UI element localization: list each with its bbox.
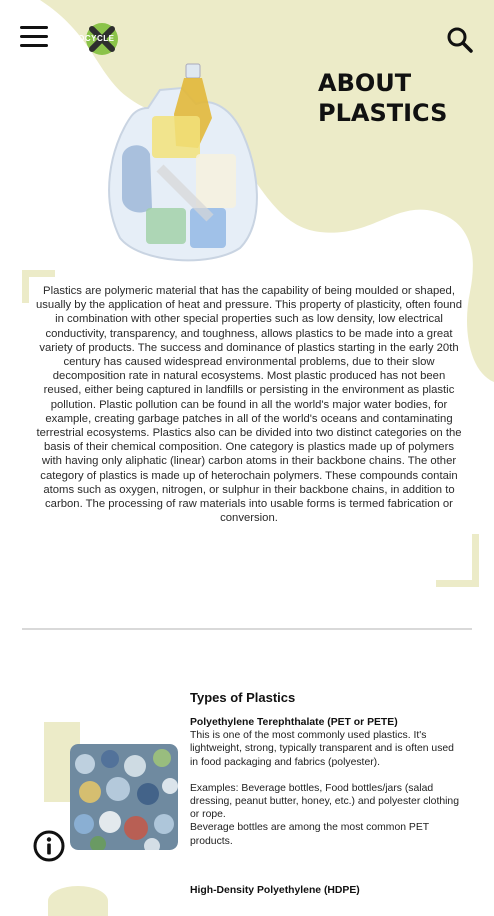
- about-paragraph: Plastics are polymeric material that has the capability of being moulded or shaped, usually by the application of heat and pressure. This property of plasticity, often found in combination with other special properties such as low density, low electrical conductivity, transparency, and toughness, allows plastics to be made into a great variety of products. The success and dominance of plastics starting in the early 20th century has caused widespread environmental problems, due to their slow decomposition rate in natural ecosystems. Most plastic produced has not been reused, either being captured in landfills or persisting in the environment as plastic pollution. Plastic pollution can be found in all the world's major water bodies, for example, creating garbage patches in all of the world's oceans and contaminating terrestrial ecosystems. Plastics also can be divided into two distinct categories on the basis of their chemical composition. One category is plastics made up of polymers with having only aliphatic (linear) carbon atoms in their backbone chains. The other category of plastics is made up of heterochain polymers. These compounds contain atoms such as oxygen, nitrogen, or sulphur in their backbone chains, in addition to carbon. The processing of raw materials into usable forms is termed fabrication or conversion.: [36, 285, 462, 525]
- section-divider: [22, 628, 472, 630]
- types-heading: Types of Plastics: [190, 690, 296, 705]
- pet-bottles-image: [70, 744, 178, 850]
- page-title: [318, 68, 488, 128]
- hamburger-line: [20, 35, 48, 38]
- type-note: Beverage bottles are among the most common PET products.: [190, 822, 429, 847]
- info-icon[interactable]: [33, 830, 65, 862]
- page-title-line2: PLASTICS: [318, 99, 448, 127]
- type-examples: Examples: Beverage bottles, Food bottles/jars (salad dressing, peanut butter, honey, etc.) and polyester clothing or rope.: [190, 782, 459, 821]
- plastic-bag-illustration: [100, 58, 260, 268]
- hamburger-menu-icon: [20, 26, 48, 29]
- type-item-hdpe: [190, 884, 460, 897]
- spacer: [190, 769, 460, 782]
- menu-button[interactable]: [20, 26, 48, 50]
- type-description: This is one of the most commonly used plastics. It's lightweight, strong, typically transparent and is often used in food packaging and fabrics (polyester).: [190, 730, 454, 768]
- type-name: High-Density Polyethylene (HDPE): [190, 885, 360, 896]
- type-name: Polyethylene Terephthalate (PET or PETE): [190, 717, 398, 728]
- decorative-bracket-bottom-right: [436, 534, 479, 587]
- search-icon[interactable]: [446, 26, 474, 54]
- decorative-shape-bottom: [48, 886, 108, 916]
- logo-text: PROCYCLE: [66, 34, 115, 43]
- hamburger-line: [20, 44, 48, 47]
- type-item-pet: [190, 716, 460, 848]
- page-title-line1: ABOUT: [318, 69, 412, 97]
